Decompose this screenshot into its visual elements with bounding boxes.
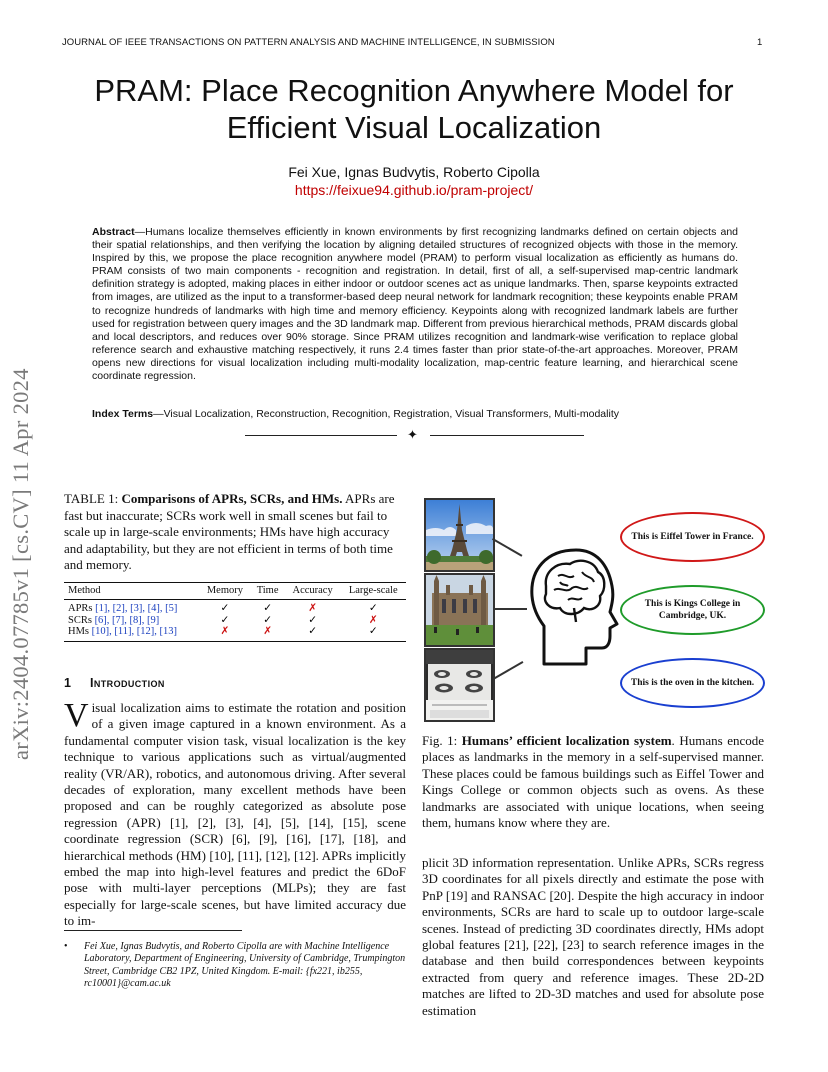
table-caption-prefix: TABLE 1:	[64, 491, 122, 506]
divider-rule-left	[245, 435, 397, 436]
abstract-label: Abstract	[92, 226, 135, 238]
oven-speech-bubble: This is the oven in the kitchen.	[620, 658, 765, 708]
project-url-link[interactable]: https://feixue94.github.io/pram-project/	[294, 182, 534, 198]
abstract-text: —Humans localize themselves efficiently in known environments by first recognizing landmarks defined on certain objects and their spatial relationships, and then verifying the location by aligning detailed structures of recognized objects with those in the memory. Inspired by this, we propose the place recognition anywhere model (PRAM) to perform visual localization as efficiently as humans do. PRAM consists of two main components - recognition and registration. In detail, first of all, a self-supervised map-centric landmark definition strategy is adopted, making places in either indoor or outdoor scenes act as unique landmarks. Then, sparse keypoints extracted from images, are utilized as the input to a transformer-based deep neural network for landmark recognition; these keypoints enable PRAM to recognize hundreds of landmarks with high time and memory efficiency. Keypoints along with recognized landmark labels are further used for registration between query images and the 3D landmark map. Different from previous hierarchical methods, PRAM discards global and local descriptors, and reduces over 90% storage. Since PRAM utilizes recognition and landmark-wise verification to replace global reference search and exhaustive matching respectively, it runs 2.4 times faster than prior state-of-the-art approaches. Moreover, PRAM opens new directions for visual localization including multi-modality localization, map-centric feature learning, and hierarchical scene coordinate regression.	[92, 226, 738, 383]
oven-photo	[424, 648, 495, 722]
arrow-oven	[493, 661, 523, 679]
arrow-kings	[493, 608, 527, 610]
table-row	[64, 615, 406, 627]
comparison-table	[64, 582, 406, 642]
check-icon: ✓	[340, 626, 406, 641]
method-cell	[64, 626, 199, 641]
title-line-2: Efficient Visual Localization	[226, 110, 602, 145]
fig-caption-prefix: Fig. 1:	[422, 733, 462, 748]
table-caption	[64, 491, 406, 574]
eiffel-speech-bubble: This is Eiffel Tower in France.	[620, 512, 765, 562]
table-caption-bold: Comparisons of APRs, SCRs, and HMs.	[121, 491, 343, 506]
divider-rule-right	[430, 435, 584, 436]
section-title: Introduction	[90, 676, 165, 690]
intro-continuation: plicit 3D information representation. Unlike APRs, SCRs regress 3D coordinates for all pixels directly and estimate the pose with PnP [19] and RANSAC [20]. Despite the high accuracy in indoor environments, SCRs are hard to scale up to outdoor large-scale scenes. Instead of predicting 3D coordinates directly, HMs adopt global features [21], [22], [23] to search reference images in the database and then build correspondences between keypoints extracted from query and reference images. These 2D-2D matches are lifted to 2D-3D matches and used for absolute pose estimation	[422, 855, 764, 1018]
check-icon: ✓	[220, 603, 230, 614]
footnote-rule	[64, 930, 242, 931]
method-cell	[64, 600, 199, 615]
divider-ornament: ✦	[407, 427, 418, 442]
method-name: HMs	[68, 626, 90, 637]
table-row	[64, 600, 406, 615]
check-icon: ✓	[220, 614, 230, 626]
section-number: 1	[64, 676, 71, 690]
footnote-text: Fei Xue, Ignas Budvytis, and Roberto Cipolla are with Machine Intelligence Laboratory, Department of Engineering, University of Cambridge, Trumpington Street, Cambridge CB2 1PZ, United Kingdom. E-mail: {fx221, ib255, rc10001}@cam.ac.uk	[84, 941, 406, 989]
method-refs: [6], [7], [8], [9]	[94, 614, 160, 626]
figure-caption	[422, 733, 764, 831]
kings-college-photo	[424, 573, 495, 647]
method-cell	[64, 615, 199, 627]
check-icon: ✓	[263, 614, 272, 626]
table-row	[64, 626, 406, 641]
footnote-bullet: •	[64, 941, 68, 952]
kings-college-speech-bubble: This is Kings College in Cambridge, UK.	[620, 585, 765, 635]
index-terms-label: Index Terms	[92, 408, 154, 420]
method-refs: [10], [11], [12], [13]	[91, 626, 177, 637]
dropcap: V	[64, 697, 89, 734]
col-header-memory: Memory	[199, 583, 250, 600]
check-icon: ✓	[368, 603, 378, 614]
index-terms	[92, 408, 738, 420]
fig-caption-bold: Humans’ efficient localization system	[461, 733, 672, 748]
col-header-time: Time	[250, 583, 284, 600]
author-list: Fei Xue, Ignas Budvytis, Roberto Cipolla	[288, 164, 540, 180]
table-caption-text: APRs are fast but inaccurate; SCRs work well in small scenes but fail to scale up in large-scale environments; HMs have high accuracy and adaptability, but they are not efficient in terms of both time and memory.	[64, 491, 395, 572]
check-icon: ✓	[263, 603, 272, 614]
brain-head-icon	[524, 546, 620, 674]
fig-caption-text: . Humans encode places as landmarks in the memory in a self-supervised manner. These places could be famous buildings such as Eiffel Tower and Kings College or common objects such as ovens. As these landmarks are associated with unique locations, when seeing them, humans know where they are.	[422, 733, 764, 831]
col-header-method: Method	[64, 583, 199, 600]
method-refs: [1], [2], [3], [4], [5]	[95, 603, 178, 614]
col-header-accuracy: Accuracy	[285, 583, 341, 600]
arxiv-stamp: arXiv:2404.07785v1 [cs.CV] 11 Apr 2024	[8, 368, 33, 760]
footnote	[64, 941, 406, 990]
cross-icon: ✗	[308, 603, 318, 614]
arrow-eiffel	[492, 538, 522, 556]
method-name: SCRs	[68, 614, 92, 626]
cross-icon: ✗	[368, 614, 378, 626]
cross-icon: ✗	[199, 626, 250, 641]
intro-lead-text: isual localization aims to estimate the rotation and position of a given image captured in a known environment. As a fundamental computer vision task, visual localization is the key technique to various applications such as virtual/augmented reality (VR/AR), robotics, and autonomous driving. After several decades of exploration, many excellent methods have been proposed and can be roughly categorized as absolute pose regression (APR) [1], [2], [3], [4], [5], [14], [15], scene coordinate regression (SCR) [6], [9], [16], [17], [18], and hierarchical methods (HM) [10], [11], [12], [12]. APRs implicitly embed the map into high-level features and predict the 6DoF pose with multi-layer perceptions (MLPs); they are fast especially for large-scale scenes, but have limited accuracy due to im-	[64, 700, 406, 929]
check-icon: ✓	[308, 614, 318, 626]
check-icon: ✓	[285, 626, 341, 641]
table-header-row	[64, 583, 406, 600]
col-header-large-scale: Large-scale	[340, 583, 406, 600]
method-name: APRs	[68, 603, 93, 614]
cross-icon: ✗	[250, 626, 284, 641]
title-line-1: PRAM: Place Recognition Anywhere Model for	[94, 73, 734, 108]
index-terms-text: —Visual Localization, Reconstruction, Recognition, Registration, Visual Transformers, Multi-modality	[153, 408, 619, 420]
page-number: 1	[757, 37, 763, 48]
intro-paragraph	[64, 697, 406, 930]
eiffel-tower-photo	[424, 498, 495, 572]
abstract	[92, 226, 738, 383]
running-head: JOURNAL OF IEEE TRANSACTIONS ON PATTERN ANALYSIS AND MACHINE INTELLIGENCE, IN SUBMISSION	[62, 37, 555, 48]
paper-title	[60, 72, 768, 146]
